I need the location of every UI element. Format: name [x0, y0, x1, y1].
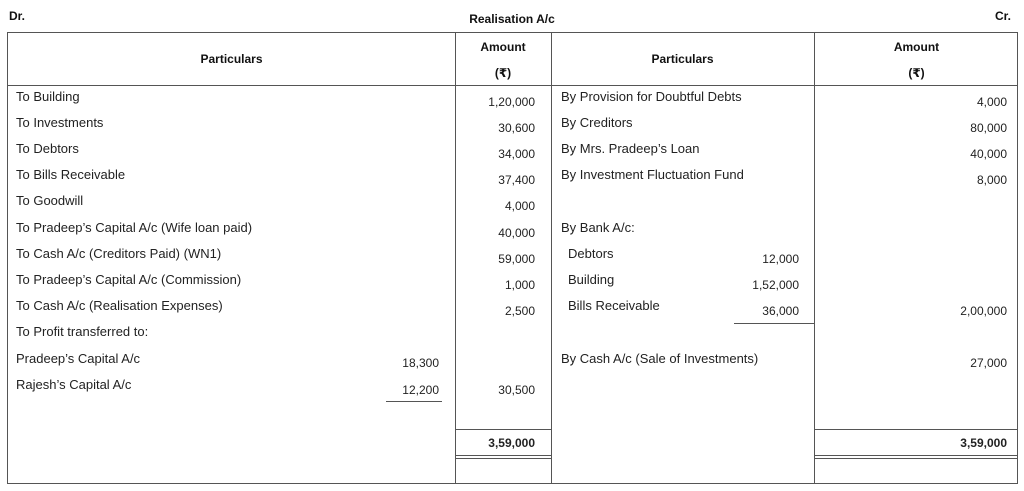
- debit-row-amount: 1,20,000: [488, 95, 535, 109]
- credit-amount-header: Amount: [893, 40, 940, 54]
- header-rule: [8, 85, 1017, 86]
- debit-row-amount: 1,000: [504, 278, 535, 292]
- bank-item-amount: 36,000: [762, 304, 799, 318]
- debit-grand-total: 3,59,000: [488, 436, 535, 450]
- credit-row-label: By Mrs. Pradeep’s Loan: [561, 141, 700, 156]
- bank-item-label: Building: [568, 272, 615, 287]
- credit-row-amount: 80,000: [970, 121, 1007, 135]
- profit-partner-share: 12,200: [402, 383, 439, 397]
- profit-partner-share: 18,300: [402, 356, 439, 370]
- total-bottom-rule: [455, 455, 551, 456]
- debit-row-label: To Debtors: [16, 141, 79, 156]
- account-title: Realisation A/c: [469, 12, 555, 26]
- realisation-ledger: [7, 32, 1018, 484]
- credit-grand-total: 3,59,000: [960, 436, 1007, 450]
- debit-row-label: To Bills Receivable: [16, 167, 126, 182]
- total-top-rule: [814, 429, 1017, 430]
- debit-particulars-header: Particulars: [200, 52, 263, 66]
- subtotal-rule: [386, 401, 442, 402]
- credit-marker: Cr.: [994, 9, 1011, 23]
- debit-row-amount: 30,600: [498, 121, 535, 135]
- ledger-center-divider: [551, 33, 552, 483]
- bank-item-amount: 12,000: [762, 252, 799, 266]
- total-bottom-rule: [814, 455, 1017, 456]
- debit-row-amount: 2,500: [504, 304, 535, 318]
- debit-row-label: To Building: [16, 89, 80, 104]
- profit-total-amount: 30,500: [498, 383, 535, 397]
- debit-row-amount: 37,400: [498, 173, 535, 187]
- debit-row-amount: 4,000: [504, 199, 535, 213]
- credit-row-label: By Cash A/c (Sale of Investments): [561, 351, 759, 366]
- debit-row-label: To Pradeep’s Capital A/c (Wife loan paid): [16, 220, 253, 235]
- credit-row-label: By Provision for Doubtful Debts: [561, 89, 742, 104]
- column-divider: [455, 33, 456, 483]
- column-divider: [814, 33, 815, 483]
- total-top-rule: [455, 429, 551, 430]
- debit-marker: Dr.: [9, 9, 26, 23]
- credit-currency-header: (₹): [908, 66, 925, 80]
- credit-particulars-header: Particulars: [651, 52, 714, 66]
- total-double-rule: [455, 458, 551, 459]
- debit-row-label: To Investments: [16, 115, 104, 130]
- debit-amount-header: Amount: [480, 40, 526, 54]
- debit-row-amount: 40,000: [498, 226, 535, 240]
- debit-row-label: To Cash A/c (Creditors Paid) (WN1): [16, 246, 222, 261]
- profit-partner-label: Pradeep’s Capital A/c: [16, 351, 141, 366]
- bank-item-amount: 1,52,000: [752, 278, 799, 292]
- bank-total-amount: 2,00,000: [960, 304, 1007, 318]
- credit-row-amount: 8,000: [976, 173, 1007, 187]
- debit-row-label: To Pradeep’s Capital A/c (Commission): [16, 272, 242, 287]
- debit-row-label: To Profit transferred to:: [16, 324, 149, 339]
- credit-row-label: By Investment Fluctuation Fund: [561, 167, 744, 182]
- debit-currency-header: (₹): [494, 66, 512, 80]
- credit-row-label: By Creditors: [561, 115, 633, 130]
- subtotal-rule: [734, 323, 814, 324]
- debit-row-label: To Cash A/c (Realisation Expenses): [16, 298, 223, 313]
- credit-row-amount: 27,000: [970, 356, 1007, 370]
- bank-item-label: Bills Receivable: [568, 298, 660, 313]
- credit-row-amount: 40,000: [970, 147, 1007, 161]
- debit-row-amount: 34,000: [498, 147, 535, 161]
- debit-row-label: To Goodwill: [16, 193, 84, 208]
- debit-row-amount: 59,000: [498, 252, 535, 266]
- profit-partner-label: Rajesh’s Capital A/c: [16, 377, 132, 392]
- bank-heading: By Bank A/c:: [561, 220, 635, 235]
- total-double-rule: [814, 458, 1017, 459]
- bank-item-label: Debtors: [568, 246, 614, 261]
- credit-row-amount: 4,000: [976, 95, 1007, 109]
